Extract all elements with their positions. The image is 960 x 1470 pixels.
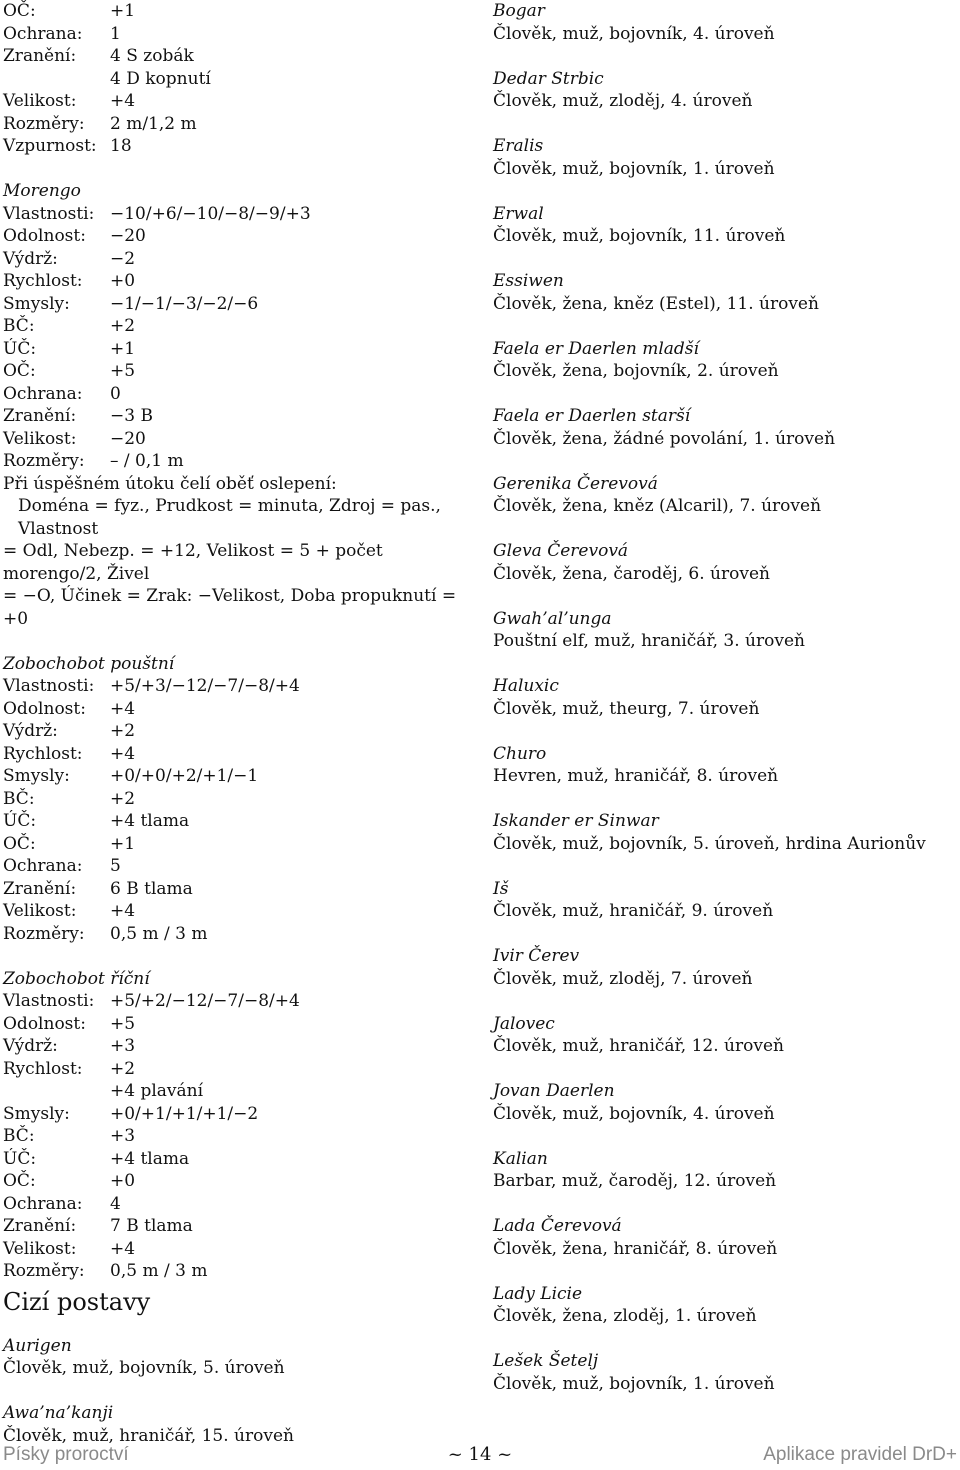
character-description: Člověk, muž, hraničář, 15. úroveň [3, 1425, 294, 1446]
stat-value: +1 [110, 1, 136, 21]
character-description: Člověk, muž, bojovník, 1. úroveň [493, 1373, 775, 1394]
stat-value: −10/+6/−10/−8/−9/+3 [110, 203, 311, 224]
character-description: Člověk, muž, hraničář, 9. úroveň [493, 901, 774, 921]
stat-row [3, 135, 473, 158]
stat-row [3, 203, 473, 226]
character-entry [3, 1335, 473, 1380]
stat-label: Vzpurnost: [3, 136, 97, 156]
character-description: Člověk, muž, zloděj, 4. úroveň [493, 91, 753, 111]
character-name: Essiwen [493, 271, 564, 291]
character-description: Člověk, muž, theurg, 7. úroveň [493, 698, 760, 719]
stat-value: 1 [110, 23, 121, 44]
stat-label: Rychlost: [3, 743, 83, 764]
stat-label: BČ: [3, 788, 35, 809]
stat-value: 5 [110, 856, 121, 876]
character-entry [493, 1283, 953, 1328]
morengo-note [3, 473, 473, 631]
stat-row [3, 878, 473, 901]
character-entry [493, 338, 953, 383]
stat-label: Výdrž: [3, 1036, 58, 1056]
stat-row [3, 1215, 473, 1238]
stat-label: ÚČ: [3, 811, 37, 831]
stat-value: +1 [110, 338, 136, 359]
stat-label: OČ: [3, 1171, 36, 1191]
stat-label: Zranění: [3, 1216, 77, 1236]
character-name: Haluxic [493, 676, 559, 696]
stat-value: +2 [110, 721, 136, 741]
note-line: = −O, Účinek = Zrak: −Velikost, Doba propuknutí = +0 [3, 586, 457, 629]
stat-value: 4 D kopnutí [110, 68, 211, 89]
character-entry [3, 1402, 473, 1447]
character-entry [493, 473, 953, 518]
character-name: Erwal [493, 203, 544, 224]
stat-row [3, 743, 473, 766]
stat-value: 0,5 m / 3 m [110, 1261, 208, 1281]
stat-label: Ochrana: [3, 23, 83, 44]
stat-row [3, 923, 473, 946]
stat-value: 2 m/1,2 m [110, 113, 197, 134]
stat-row [3, 405, 473, 428]
stat-row [3, 698, 473, 721]
stat-label: Ochrana: [3, 1193, 83, 1214]
stat-value: 4 S zobák [110, 46, 194, 66]
footer-book-title: Písky proroctví [3, 1444, 129, 1465]
stat-block-continued [3, 0, 473, 158]
stat-label: Rozměry: [3, 923, 85, 944]
stat-label: Vlastnosti: [3, 203, 95, 224]
character-description: Člověk, žena, kněz (Alcaril), 7. úroveň [493, 496, 822, 516]
character-entry [493, 405, 953, 450]
character-name: Eralis [493, 136, 544, 156]
character-entry [493, 270, 953, 315]
stat-value: +4 [110, 743, 136, 764]
stat-value: +5 [110, 361, 136, 381]
stat-row [3, 765, 473, 788]
stat-label: Velikost: [3, 901, 77, 921]
note-line: Při úspěšném útoku čelí oběť oslepení: [3, 473, 337, 494]
creature-name: Morengo [3, 181, 81, 201]
stat-row [3, 23, 473, 46]
stat-row [3, 90, 473, 113]
character-description: Člověk, muž, hraničář, 12. úroveň [493, 1036, 784, 1056]
stat-row [3, 225, 473, 248]
stat-value: 7 B tlama [110, 1216, 193, 1236]
character-entry [493, 68, 953, 113]
stat-label: Výdrž: [3, 248, 58, 269]
stat-row [3, 833, 473, 856]
stat-value: +4 tlama [110, 1148, 190, 1169]
creature-name: Zobochobot říční [3, 968, 150, 989]
section-title: Cizí postavy [3, 1287, 151, 1316]
character-name: Faela er Daerlen mladší [493, 338, 699, 359]
stat-row [3, 270, 473, 293]
stat-label: Ochrana: [3, 856, 83, 876]
character-description: Hevren, muž, hraničář, 8. úroveň [493, 766, 779, 786]
character-description: Člověk, žena, bojovník, 2. úroveň [493, 361, 779, 381]
stat-value: −1/−1/−3/−2/−6 [110, 293, 259, 314]
stat-label: Smysly: [3, 766, 70, 786]
stat-block-morengo [3, 180, 473, 630]
stat-label: Odolnost: [3, 226, 86, 246]
stat-value: +4 plavání [110, 1081, 204, 1101]
character-name: Gwah’al’unga [493, 608, 612, 629]
stat-value: +2 [110, 316, 136, 336]
stat-row [3, 1035, 473, 1058]
stat-value: 0 [110, 383, 121, 404]
stat-label: Rychlost: [3, 271, 83, 291]
stat-row [3, 1125, 473, 1148]
character-name: Ivir Čerev [493, 946, 580, 966]
stat-value: +5 [110, 1013, 136, 1034]
character-name: Aurigen [3, 1335, 72, 1356]
stat-value: +1 [110, 833, 136, 854]
footer-series-title: Aplikace pravidel DrD+ [763, 1444, 957, 1465]
stat-value: – / 0,1 m [110, 451, 184, 471]
character-description: Člověk, muž, bojovník, 1. úroveň [493, 158, 775, 179]
character-entry [493, 878, 953, 923]
character-description: Člověk, muž, bojovník, 11. úroveň [493, 226, 786, 246]
stat-label: Odolnost: [3, 698, 86, 719]
stat-label: Rychlost: [3, 1058, 83, 1079]
stat-row [3, 855, 473, 878]
stat-label: BČ: [3, 1126, 35, 1146]
stat-block-zobochobot-poustni [3, 653, 473, 946]
stat-label: Rozměry: [3, 1261, 85, 1281]
stat-row [3, 1148, 473, 1171]
stat-row [3, 0, 473, 23]
stat-label: ÚČ: [3, 338, 37, 359]
stat-row [3, 338, 473, 361]
character-description: Člověk, žena, čaroděj, 6. úroveň [493, 563, 770, 584]
character-description: Člověk, muž, zloděj, 7. úroveň [493, 968, 753, 989]
character-list-right [493, 0, 953, 1418]
stat-row [3, 45, 473, 68]
character-name: Gerenika Čerevová [493, 473, 658, 494]
character-description: Člověk, žena, zloděj, 1. úroveň [493, 1306, 757, 1326]
stat-label: Vlastnosti: [3, 991, 95, 1011]
stat-row [3, 1193, 473, 1216]
stat-label: Velikost: [3, 91, 77, 111]
character-entry [493, 1080, 953, 1125]
stat-label: Zranění: [3, 878, 77, 899]
stat-row [3, 1013, 473, 1036]
stat-label: Vlastnosti: [3, 676, 95, 696]
page-footer [0, 1444, 960, 1469]
stat-value: +3 [110, 1036, 136, 1056]
stat-value: +0 [110, 271, 136, 291]
character-entry [493, 810, 953, 855]
stat-value: +4 [110, 698, 136, 719]
character-entry [493, 743, 953, 788]
stat-row [3, 900, 473, 923]
stat-label: OČ: [3, 361, 36, 381]
character-entry [493, 0, 953, 45]
character-description: Člověk, muž, bojovník, 4. úroveň [493, 23, 775, 44]
stat-row [3, 1260, 473, 1283]
stat-row [3, 1058, 473, 1081]
stat-value: +0/+0/+2/+1/−1 [110, 766, 259, 786]
stat-value: 18 [110, 136, 132, 156]
stat-value: +0 [110, 1171, 136, 1191]
stat-row [3, 248, 473, 271]
character-description: Člověk, muž, bojovník, 4. úroveň [493, 1103, 775, 1124]
character-description: Člověk, muž, bojovník, 5. úroveň [3, 1358, 285, 1378]
character-name: Jovan Daerlen [493, 1081, 615, 1101]
character-name: Dedar Strbic [493, 68, 604, 89]
stat-label: ÚČ: [3, 1148, 37, 1169]
character-entry [493, 945, 953, 990]
character-entry [493, 1013, 953, 1058]
character-description: Pouštní elf, muž, hraničář, 3. úroveň [493, 631, 805, 651]
stat-value: +4 [110, 901, 136, 921]
character-entry [493, 203, 953, 248]
left-column [3, 0, 473, 1470]
note-line: Doména = fyz., Prudkost = minuta, Zdroj = pas., Vlastnost [18, 496, 441, 539]
stat-row [3, 1238, 473, 1261]
note-line: = Odl, Nebezp. = +12, Velikost = 5 + počet morengo/2, Živel [3, 541, 383, 584]
stat-row [3, 1103, 473, 1126]
stat-row [3, 113, 473, 136]
character-entry [493, 675, 953, 720]
stat-label: Výdrž: [3, 721, 58, 741]
character-name: Jalovec [493, 1013, 555, 1034]
stat-label: BČ: [3, 316, 35, 336]
stat-label: Smysly: [3, 1103, 70, 1124]
stat-value: −3 B [110, 406, 153, 426]
character-entry [493, 1215, 953, 1260]
stat-block-zobochobot-ricni [3, 968, 473, 1283]
character-description: Člověk, žena, hraničář, 8. úroveň [493, 1238, 778, 1259]
character-name: Lada Čerevová [493, 1216, 622, 1236]
stat-row [3, 293, 473, 316]
character-name: Iš [493, 878, 509, 899]
character-description: Barbar, muž, čaroděj, 12. úroveň [493, 1171, 777, 1191]
character-list-left [3, 1335, 473, 1448]
stat-row [3, 383, 473, 406]
page-number: ~ 14 ~ [447, 1444, 513, 1465]
stat-label: Rozměry: [3, 113, 85, 134]
stat-label: Rozměry: [3, 451, 85, 471]
stat-row [3, 68, 473, 91]
character-entry [493, 135, 953, 180]
stat-label: Zranění: [3, 46, 77, 66]
character-entry [493, 1148, 953, 1193]
stat-row [3, 428, 473, 451]
stat-label: Odolnost: [3, 1013, 86, 1034]
character-name: Iskander er Sinwar [493, 811, 659, 831]
stat-value: +4 [110, 1238, 136, 1259]
stat-label: OČ: [3, 1, 36, 21]
stat-row [3, 788, 473, 811]
character-entry [493, 540, 953, 585]
stat-label: Velikost: [3, 428, 77, 449]
character-description: Člověk, muž, bojovník, 5. úroveň, hrdina Aurionův [493, 833, 926, 854]
character-name: Churo [493, 743, 547, 764]
stat-value: 0,5 m / 3 m [110, 923, 208, 944]
creature-name: Zobochobot pouštní [3, 653, 175, 674]
stat-label: Ochrana: [3, 383, 83, 404]
stat-label: OČ: [3, 833, 36, 854]
stat-label: Smysly: [3, 293, 70, 314]
stat-value: +2 [110, 1058, 136, 1079]
stat-label: Velikost: [3, 1238, 77, 1259]
stat-row [3, 450, 473, 473]
stat-value: +4 [110, 91, 136, 111]
stat-value: −20 [110, 428, 146, 449]
character-description: Člověk, žena, kněz (Estel), 11. úroveň [493, 293, 819, 314]
character-entry [493, 608, 953, 653]
character-name: Faela er Daerlen starší [493, 406, 691, 426]
stat-row [3, 990, 473, 1013]
character-name: Kalian [493, 1148, 548, 1169]
character-name: Bogar [493, 1, 545, 21]
character-name: Lady Licie [493, 1283, 583, 1304]
stat-value: −20 [110, 226, 146, 246]
stat-value: +4 tlama [110, 811, 190, 831]
stat-value: 6 B tlama [110, 878, 193, 899]
stat-label: Zranění: [3, 406, 77, 426]
character-name: Lešek Šetelj [493, 1351, 599, 1371]
stat-value: +2 [110, 788, 136, 809]
stat-row [3, 1170, 473, 1193]
stat-row [3, 810, 473, 833]
character-name: Gleva Čerevová [493, 541, 629, 561]
stat-row [3, 1080, 473, 1103]
stat-row [3, 315, 473, 338]
stat-row [3, 720, 473, 743]
stat-value: +5/+3/−12/−7/−8/+4 [110, 676, 300, 696]
stat-value: +3 [110, 1126, 136, 1146]
character-description: Člověk, žena, žádné povolání, 1. úroveň [493, 428, 836, 449]
stat-value: +5/+2/−12/−7/−8/+4 [110, 991, 300, 1011]
character-name: Awa’na’kanji [3, 1403, 114, 1423]
stat-row [3, 360, 473, 383]
stat-value: +0/+1/+1/+1/−2 [110, 1103, 259, 1124]
stat-row [3, 675, 473, 698]
stat-value: 4 [110, 1193, 121, 1214]
character-entry [493, 1350, 953, 1395]
stat-value: −2 [110, 248, 136, 269]
